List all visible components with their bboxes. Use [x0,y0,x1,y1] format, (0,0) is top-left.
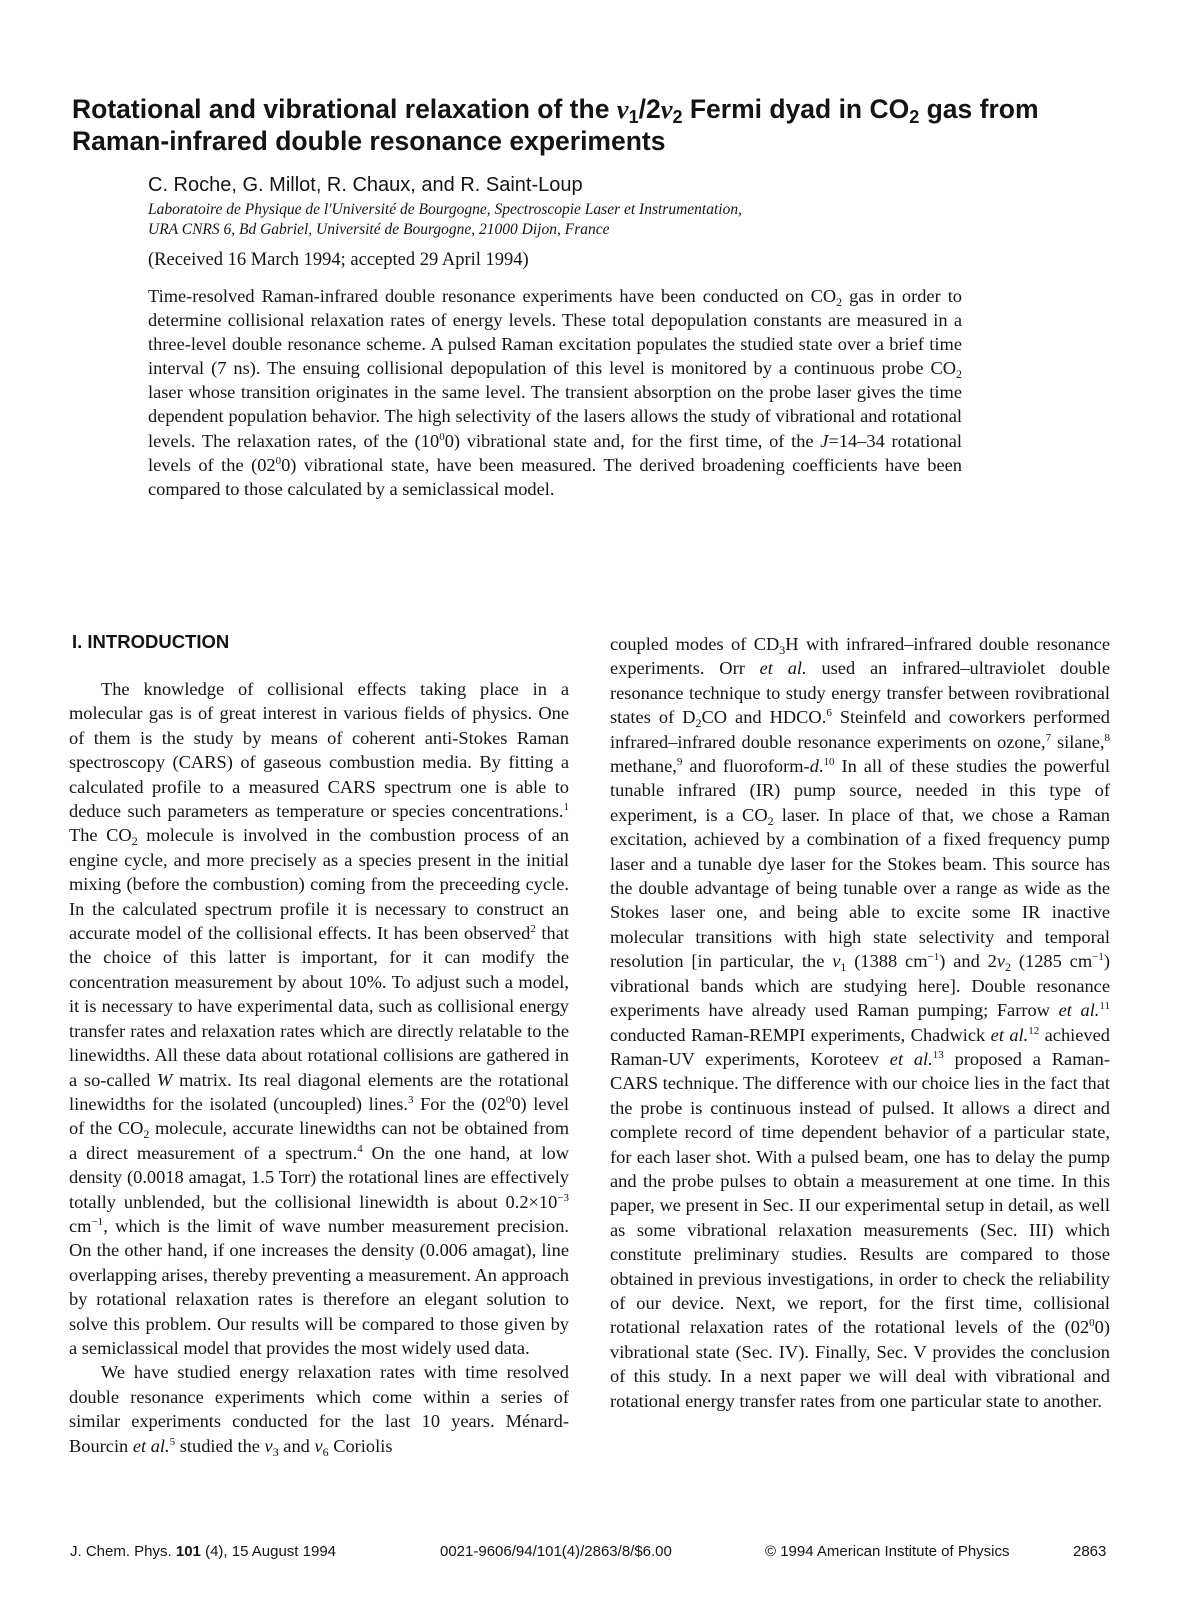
page-number: 2863 [1073,1543,1107,1560]
affiliation-line-1: Laboratoire de Physique de l'Université de Bourgogne, Spectroscopie Laser et Instrumentation, [148,201,742,218]
body-column-left [69,677,569,1458]
citation-ref: 9 [676,756,683,769]
citation-ref: 2 [530,923,536,936]
article-code: 0021-9606/94/101(4)/2863/8/$6.00 [440,1543,672,1560]
citation-ref: 13 [932,1048,944,1061]
affiliation [148,200,1048,240]
paragraph: The knowledge of collisional effects taking place in a molecular gas is of great interest in various fields of physics. One of them is the study by means of coherent anti-Stokes Raman spectroscopy (CARS) of gaseous combustion media. By fitting a calculated profile to a measured CARS spectrum one is able to deduce such parameters as temperature or species concentrations.$^1$ The $CO_2$ molecule is involved in the combustion process of an engine cycle, and more precisely as a species present in the initial mixing (before the combustion) coming from the preceeding cycle. In the calculated spectrum profile it is necessary to construct an accurate model of the collisional effects. It has been observed$^2$ that the choice of this latter is important, for it can modify the concentration measurement by about 10%. To adjust such a model, it is necessary to have experimental data, such as collisional energy transfer rates and relaxation rates which are directly relatable to the linewidths. All these data about rotational collisions are gathered in a so-called W matrix. Its real diagonal elements are the rotational linewidths for the isolated (uncoupled) lines.$^3$ For the $(02^00)$ level of the $CO_2$ molecule, accurate linewidths can not be obtained from a direct measurement of a spectrum.$^4$ On the one hand, at low density (0.0018 amagat, 1.5 Torr) the rotational lines are effectively totally unblended, but the collisional linewidth is about $0.2\times 10^{-3}$ $cm^{-1}$, which is the limit of wave number measurement precision. On the other hand, if one increases the density (0.006 amagat), line overlapping arises, thereby preventing a measurement. An approach by rotational relaxation rates is therefore an elegant solution to solve this problem. Our results will be compared to those given by a semiclassical model that provides the most widely used data. [69,679,569,1358]
citation-ref: 5 [169,1435,176,1448]
abstract: Time-resolved Raman-infrared double resonance experiments have been conducted on $CO_2$ gas in order to determine collisional relaxation rates of energy levels. These total depopulation constants are measured in a three-level double resonance scheme. A pulsed Raman excitation populates the studied state over a brief time interval (7 ns). The ensuing collisional depopulation of this level is monitored by a continuous probe $CO_2$ laser whose transition originates in the same level. The transient absorption on the probe laser gives the time dependent population behavior. The high selectivity of the lasers allows the study of vibrational and rotational levels. The relaxation rates, of the $(10^00)$ vibrational state and, for the first time, of the J=14–34 rotational levels of the $(02^00)$ vibrational state, have been measured. The derived broadening coefficients have been compared to those calculated by a semiclassical model. [148,286,962,499]
citation-ref: 10 [823,756,835,769]
paper-title: Rotational and vibrational relaxation of the $\nu_1/2\nu_2$ Fermi dyad in $CO_2$ gas from Raman-infrared double resonance experiments [72,94,1039,156]
body-column-right [610,632,1110,1413]
paragraph: We have studied energy relaxation rates with time resolved double resonance experiments which come within a series of similar experiments conducted for the last 10 years. Ménard-Bourcin et al.$^5$ studied the $\nu_3$ and $\nu_6$ Coriolis [69,1362,569,1459]
citation-ref: 1 [563,801,569,814]
affiliation-line-2: URA CNRS 6, Bd Gabriel, Université de Bourgogne, 21000 Dijon, France [148,221,610,238]
citation-ref: 6 [826,707,832,720]
section-heading-introduction: I. INTRODUCTION [72,631,230,652]
author-list: C. Roche, G. Millot, R. Chaux, and R. Saint-Loup [148,174,583,196]
received-dates: (Received 16 March 1994; accepted 29 April 1994) [148,250,529,270]
citation-ref: 12 [1028,1024,1040,1037]
paragraph: coupled modes of $CD_3H$ with infrared–infrared double resonance experiments. Orr et al. used an infrared–ultraviolet double resonance technique to study energy transfer between rovibrational states of $D_2CO$ and HDCO.$^6$ Steinfeld and coworkers performed infrared–infrared double resonance experiments on ozone,$^7$ silane,$^8$ methane,$^9$ and fluoroform-d.$^{10}$ In all of these studies the powerful tunable infrared (IR) pump source, needed in this type of experiment, is a $CO_2$ laser. In place of that, we chose a Raman excitation, achieved by a combination of a fixed frequency pump laser and a tunable dye laser for the Stokes beam. This source has the double advantage of being tunable over a range as wide as the Stokes laser one, and being able to excite some IR inactive molecular transitions with high state selectivity and temporal resolution [in particular, the $\nu_1$ (1388 $cm^{-1}$) and $2\nu_2$ (1285 $cm^{-1}$) vibrational bands which are studying here]. Double resonance experiments have already used Raman pumping; Farrow et al.$^{11}$ conducted Raman-REMPI experiments, Chadwick et al.$^{12}$ achieved Raman-UV experiments, Koroteev et al.$^{13}$ proposed a Raman-CARS technique. The difference with our choice lies in the fact that the probe is continuous instead of pulsed. It allows a direct and complete record of time dependent behavior of a particular state, for each laser shot. With a pulsed beam, one has to delay the pump and the probe pulses to obtain a measurement at one time. In this paper, we present in Sec. II our experimental setup in detail, as well as some vibrational relaxation measurements (Sec. III) which constitute preliminary studies. Results are compared to those obtained in previous investigations, in order to check the reliability of our device. Next, we report, for the first time, collisional rotational relaxation rates of the rotational levels of the $(02^00)$ vibrational state (Sec. IV). Finally, Sec. V provides the conclusion of this study. In a next paper we will deal with vibrational and rotational energy transfer rates from one particular state to another. [610,634,1110,1411]
journal-citation: J. Chem. Phys. 101 (4), 15 August 1994 [70,1543,337,1560]
citation-ref: 3 [407,1093,414,1106]
citation-ref: 11 [1099,1000,1110,1013]
citation-ref: 4 [357,1142,363,1155]
copyright-notice: © 1994 American Institute of Physics [765,1543,1010,1560]
citation-ref: 7 [1045,731,1052,744]
citation-ref: 8 [1104,731,1110,744]
